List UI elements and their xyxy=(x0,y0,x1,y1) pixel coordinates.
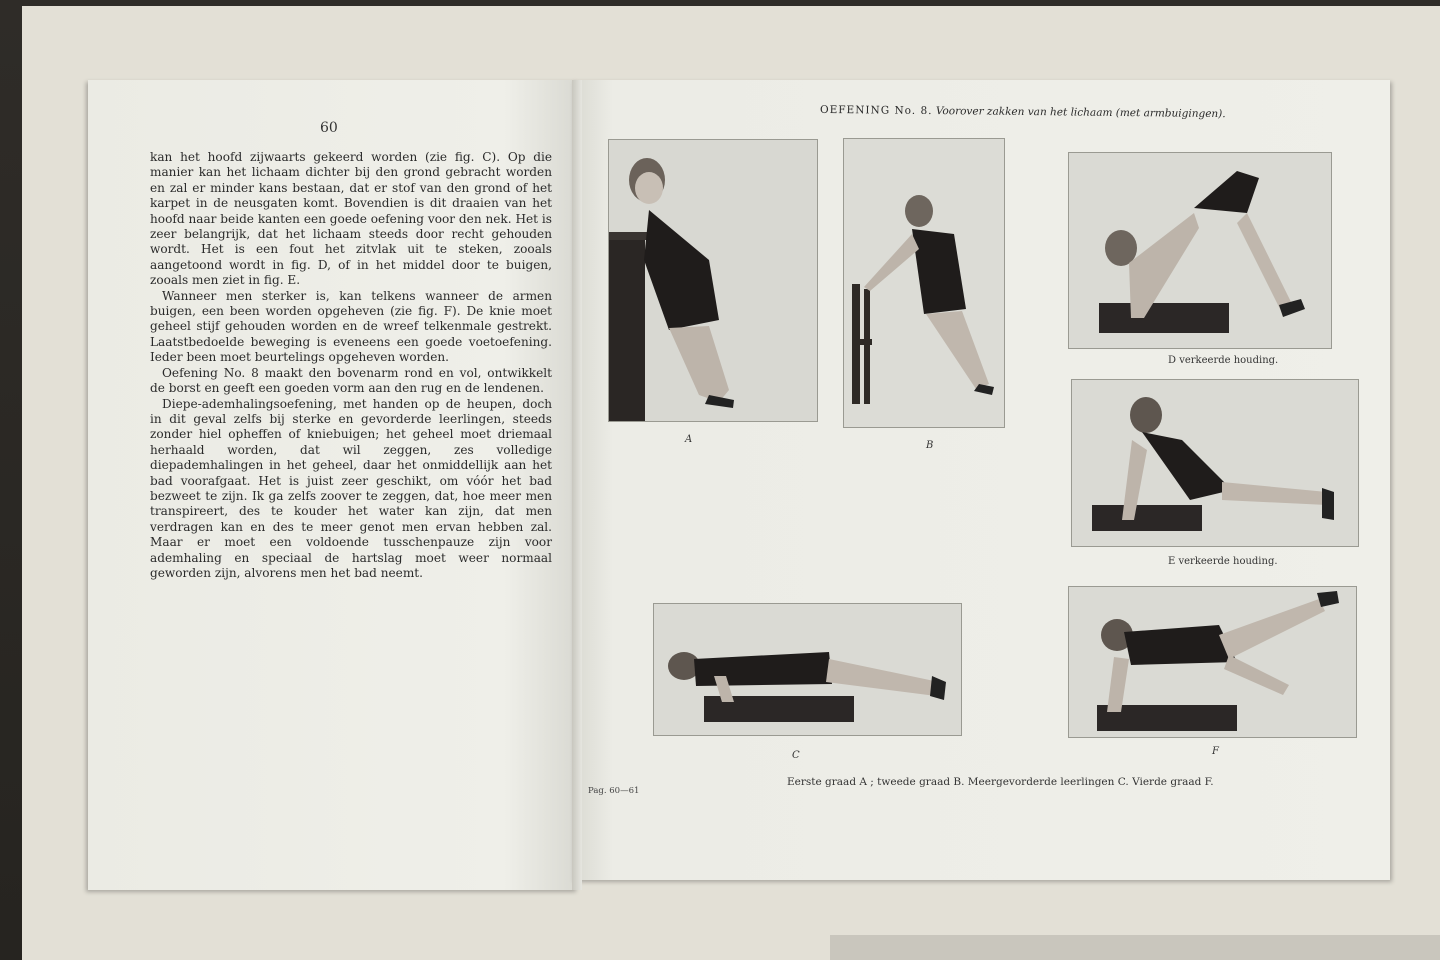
book-gutter xyxy=(572,80,582,890)
caption-f: F xyxy=(1212,746,1219,757)
paragraph-1: kan het hoofd zijwaarts gekeerd worden (zie fig. C). Op die manier kan het lichaam dichter bij den grond gebracht worden en zal er minder kans bestaan, dat er stof van den grond of het karpet in de neusgaten komt. Bovendien is dit draaien van het hoofd naar beide kanten een goede oefening voor den nek. Het is zeer belangrijk, dat het lichaam steeds door recht gehouden wordt. Het is een fout het zitvlak uit te steken, zooals aangetoond wordt in fig. D, of in het middel door te buigen, zooals men ziet in fig. E. xyxy=(150,150,552,288)
body-text xyxy=(150,150,552,581)
photo-d xyxy=(1068,152,1332,349)
exercise-header-caps: OEFENING No. 8. xyxy=(819,103,933,118)
paragraph-3: Oefening No. 8 maakt den bovenarm rond en vol, ontwikkelt de borst en geeft een goeden vorm aan den rug en de lendenen. xyxy=(150,365,552,396)
photo-b xyxy=(843,138,1005,428)
caption-d: D verkeerde houding. xyxy=(1168,355,1279,366)
caption-c: C xyxy=(792,750,800,761)
paragraph-2: Wanneer men sterker is, kan telkens wanneer de armen buigen, een been worden opgeheven (zie fig. F). De knie moet geheel stijf gehouden worden en de wreef telkenmale gestrekt. Laatstbedoelde beweging is eveneens een goede voetoefening. Ieder been moet beurtelings opgeheven worden. xyxy=(150,288,552,365)
photo-c xyxy=(653,603,962,736)
page-reference: Pag. 60—61 xyxy=(588,786,640,796)
footer-caption: Eerste graad A ; tweede graad B. Meergevorderde leerlingen C. Vierde graad F. xyxy=(787,776,1214,788)
caption-a: A xyxy=(685,434,693,445)
caption-e: E verkeerde houding. xyxy=(1168,556,1278,567)
exercise-header-title: Voorover zakken van het lichaam (met armbuigingen). xyxy=(935,105,1226,121)
photo-a xyxy=(608,139,818,422)
caption-b: B xyxy=(926,440,934,451)
backing-sheet-edge xyxy=(830,935,1440,960)
paragraph-4: Diepe-ademhalingsoefening, met handen op de heupen, doch in dit geval zelfs bij sterke en gevorderde leerlingen, steeds zonder hiel opheffen of kniebuigen; het geheel moet driemaal herhaald worden, dat wil zeggen, zes volledige diepademhalingen in het geheel, daar het onmiddellijk aan het bad voorafgaat. Het is juist zeer geschikt, om vóór het bad bezweet te zijn. Ik ga zelfs zoover te zeggen, dat, hoe meer men transpireert, des te kouder het water kan zijn, dat men verdragen kan en des te meer genot men ervan hebben zal. Maar er moet een voldoende tusschenpauze zijn voor ademhaling en speciaal de hartslag moet weer normaal geworden zijn, alvorens men het bad neemt. xyxy=(150,396,552,580)
page-number: 60 xyxy=(320,120,338,136)
photo-e xyxy=(1071,379,1359,547)
photo-f xyxy=(1068,586,1357,738)
